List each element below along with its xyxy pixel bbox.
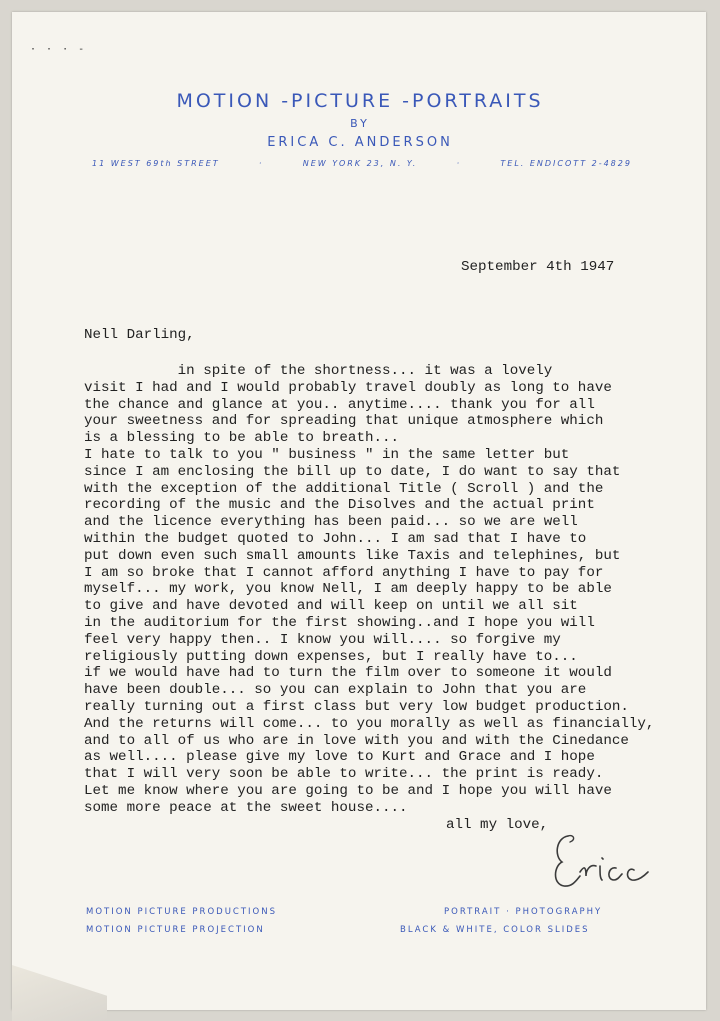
signature bbox=[550, 826, 660, 896]
address-separator: · bbox=[456, 159, 462, 168]
letter-line: your sweetness and for spreading that unique atmosphere which bbox=[84, 413, 604, 430]
letter-line: the chance and glance at you.. anytime.... thank you for all bbox=[84, 396, 595, 413]
letter-line: recording of the music and the Disolves and the actual print bbox=[84, 497, 595, 514]
letter-line: is a blessing to be able to breath... bbox=[84, 430, 400, 447]
letterhead-by: BY bbox=[350, 117, 370, 130]
footer-left-line-2: MOTION PICTURE PROJECTION bbox=[86, 925, 265, 935]
letter-line: some more peace at the sweet house.... bbox=[84, 799, 408, 816]
address-city: NEW YORK 23, N. Y. bbox=[302, 159, 418, 168]
letter-line: I hate to talk to you " business " in the same letter but bbox=[84, 446, 570, 463]
letter-line: have been double... so you can explain to John that you are bbox=[84, 682, 587, 699]
letter-date: September 4th 1947 bbox=[461, 259, 615, 275]
letter-line: to give and have devoted and will keep on until we all sit bbox=[84, 598, 578, 615]
letterhead-name: ERICA C. ANDERSON bbox=[267, 135, 453, 150]
letter-line: if we would have had to turn the film over to someone it would bbox=[84, 665, 612, 682]
letter-body bbox=[84, 363, 654, 817]
letterhead-title: MOTION -PICTURE -PORTRAITS bbox=[176, 90, 544, 112]
letter-line: I am so broke that I cannot afford anything I have to pay for bbox=[84, 564, 604, 581]
address-telephone: TEL. ENDICOTT 2-4829 bbox=[500, 159, 632, 168]
letter-line: in the auditorium for the first showing..and I hope you will bbox=[84, 614, 595, 631]
address-street: 11 WEST 69th STREET bbox=[92, 159, 220, 168]
letter-line: really turning out a first class but very low budget production. bbox=[84, 698, 629, 715]
footer-right-line-2: BLACK & WHITE, COLOR SLIDES bbox=[400, 925, 590, 935]
footer-right-line-1: PORTRAIT · PHOTOGRAPHY bbox=[444, 907, 603, 917]
letter-line: and the licence everything has been paid... so we are well bbox=[84, 514, 578, 531]
closing: all my love, bbox=[446, 817, 549, 833]
letter-line: myself... my work, you know Nell, I am deeply happy to be able bbox=[84, 581, 612, 598]
letter-line: And the returns will come... to you morally as well as financially, bbox=[84, 715, 655, 732]
letter-line: as well.... please give my love to Kurt and Grace and I hope bbox=[84, 749, 595, 766]
letter-line: and to all of us who are in love with you and with the Cinedance bbox=[84, 732, 629, 749]
letter-line: with the exception of the additional Title ( Scroll ) and the bbox=[84, 480, 604, 497]
address-separator: · bbox=[258, 159, 264, 168]
letter-line: that I will very soon be able to write... the print is ready. bbox=[84, 766, 604, 783]
corner-mark: · · · - bbox=[30, 44, 87, 55]
letter-line: within the budget quoted to John... I am sad that I have to bbox=[84, 530, 587, 547]
letter-line: since I am enclosing the bill up to date, I do want to say that bbox=[84, 463, 621, 480]
letter-line: Let me know where you are going to be and I hope you will have bbox=[84, 782, 612, 799]
letter-line: visit I had and I would probably travel doubly as long to have bbox=[84, 379, 612, 396]
letter-line: religiously putting down expenses, but I really have to... bbox=[84, 648, 578, 665]
letter-line: feel very happy then.. I know you will.... so forgive my bbox=[84, 631, 561, 648]
letter-line: in spite of the shortness... it was a lovely bbox=[84, 363, 553, 379]
salutation: Nell Darling, bbox=[84, 327, 195, 343]
letterhead-address bbox=[92, 159, 632, 168]
footer-left-line-1: MOTION PICTURE PRODUCTIONS bbox=[86, 907, 278, 917]
letter-line: put down even such small amounts like Taxis and telephines, but bbox=[84, 547, 621, 564]
